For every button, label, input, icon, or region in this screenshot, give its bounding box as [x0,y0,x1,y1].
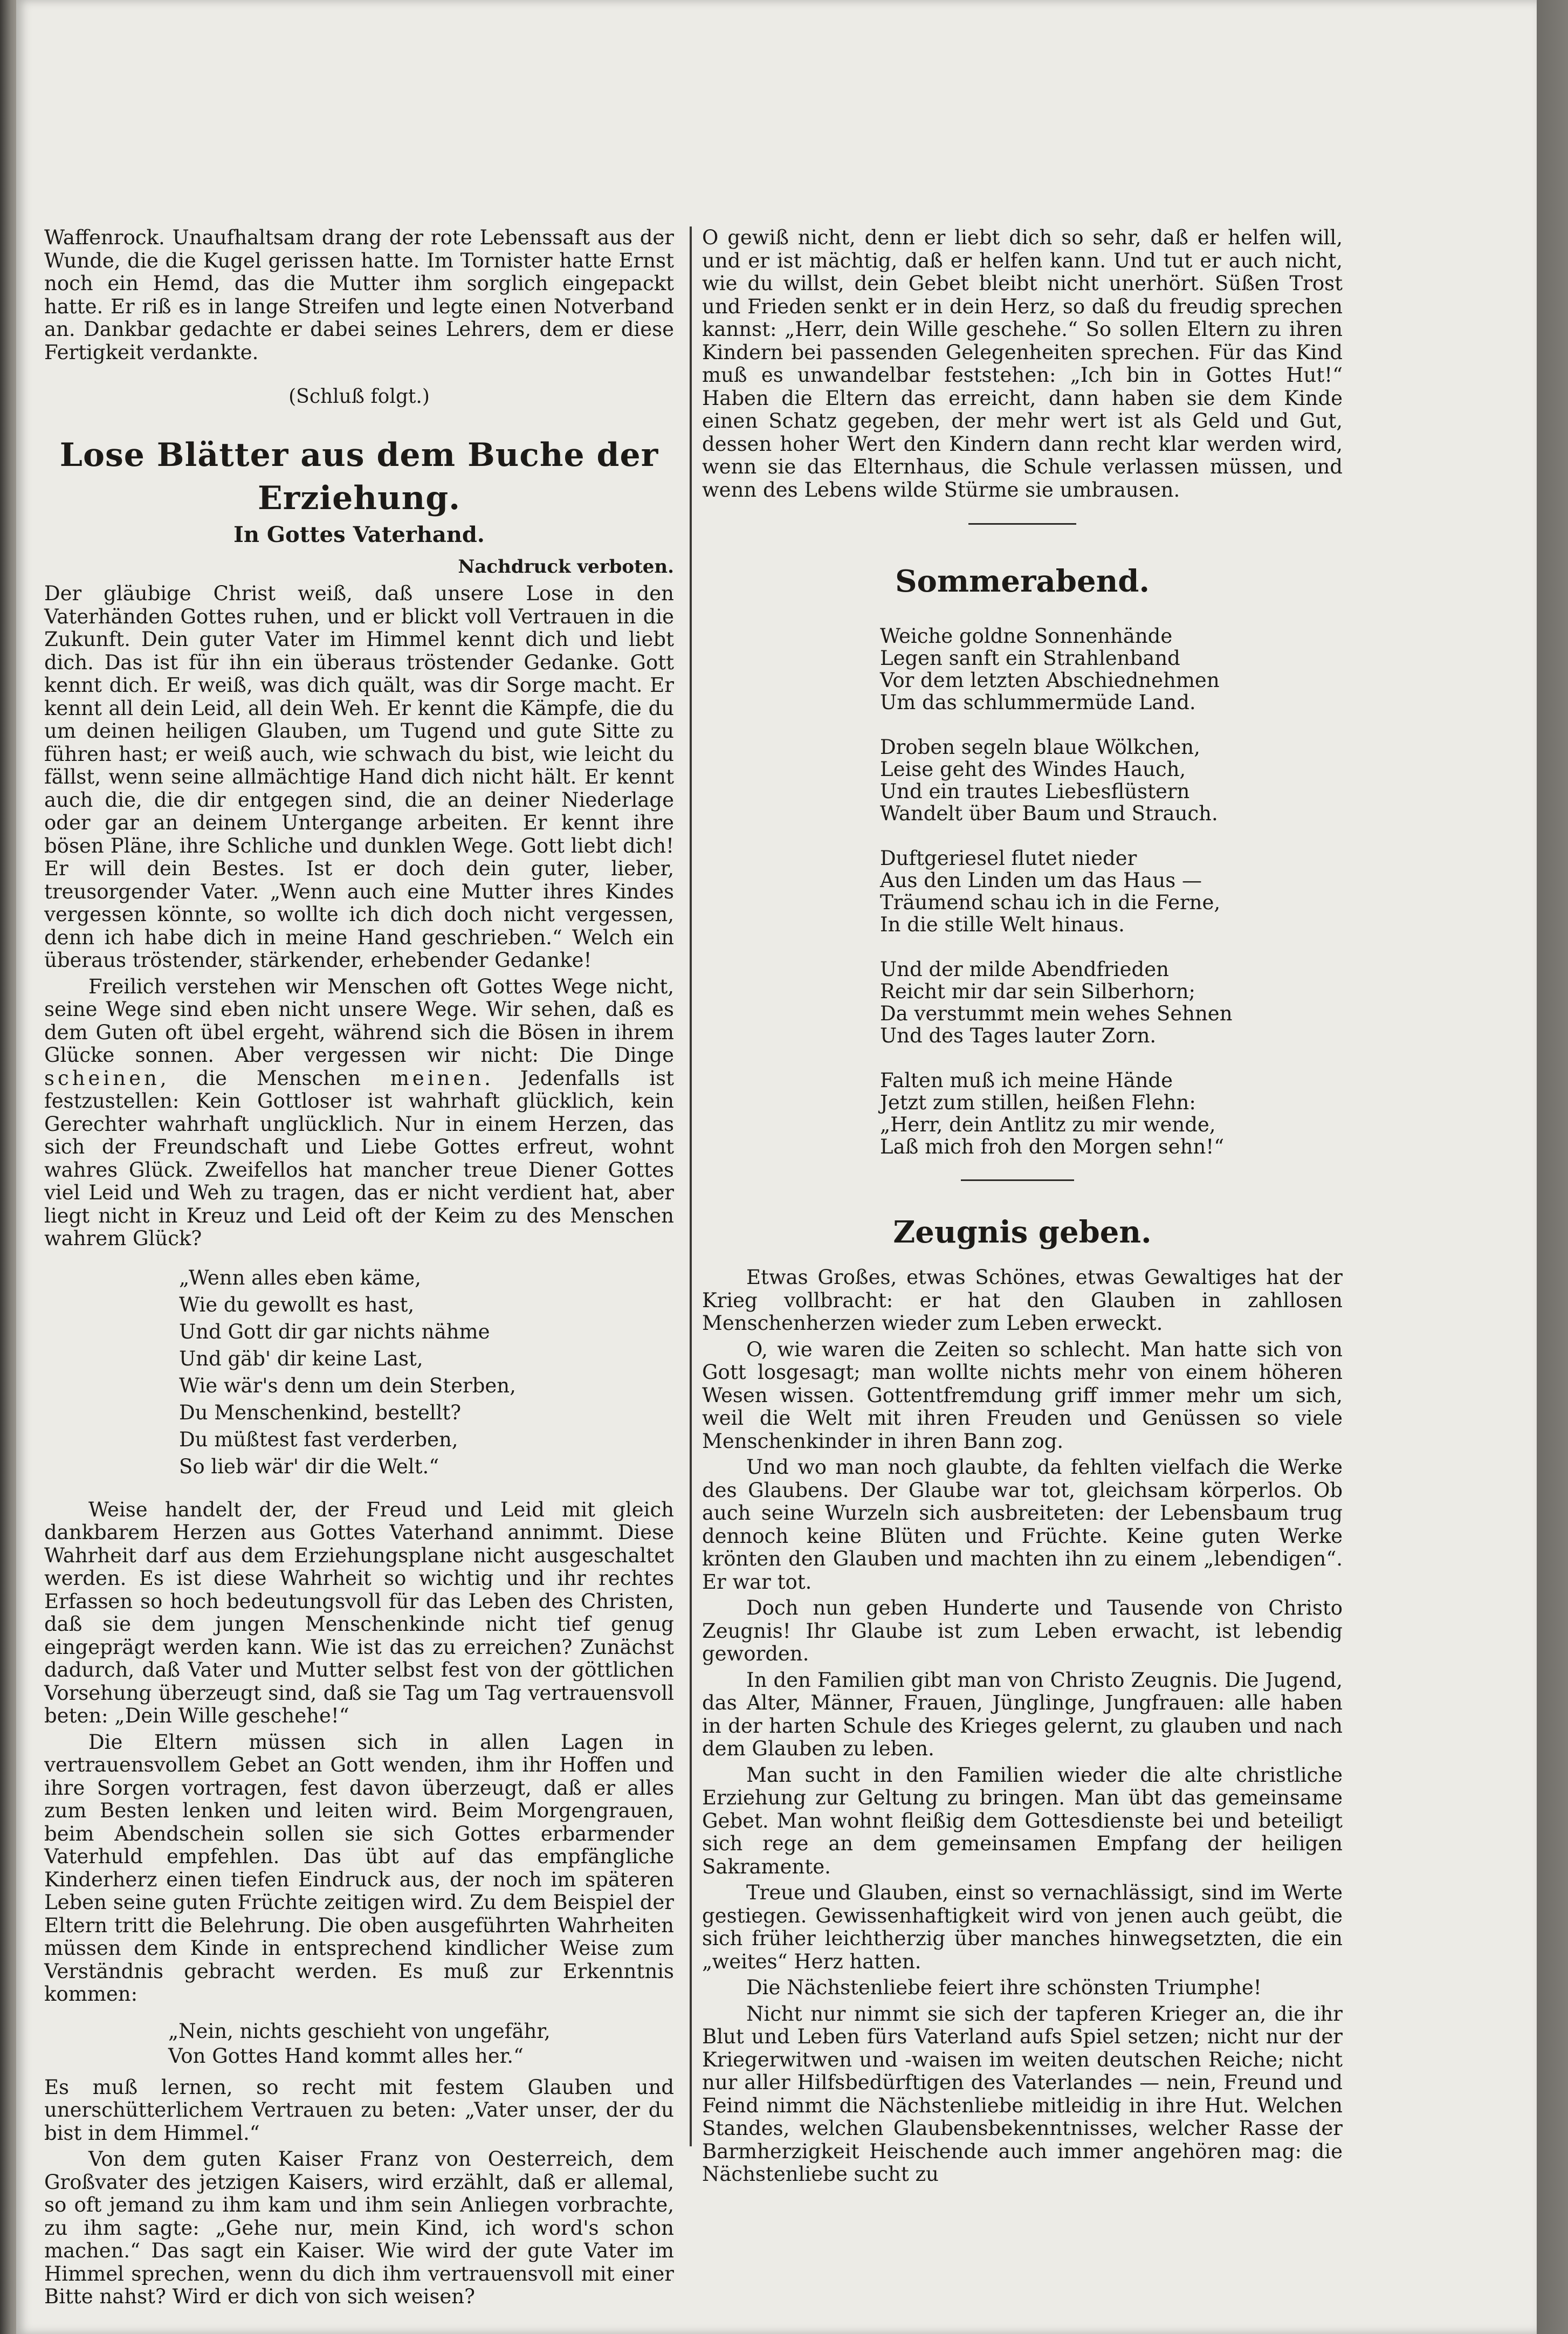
poem-line: Und ein trautes Liebesflüstern [880,780,1190,803]
poem-line: Droben segeln blaue Wölkchen, [880,736,1200,759]
paragraph: O, wie waren die Zeiten so schlecht. Man hatte sich von Gott losgesagt; man wollte nichts mehr von einem höheren Wesen wissen. Gottentfremdung griff immer mehr um sich, weil die Welt mit ihren Freuden und Genüssen so viele Menschenkinder in ihren Bann zog. [702,1337,1343,1453]
paragraph: Von dem guten Kaiser Franz von Oesterreich, dem Großvater des jetzigen Kaisers, wird erzählt, daß er allemal, so oft jemand zu ihm kam und ihm sein Anliegen vorbrachte, zu ihm sagte: „Gehe nur, mein Kind, ich word's schon machen.“ Das sagt ein Kaiser. Wie wird der gute Vater im Himmel sprechen, wenn du dich ihm vertrauensvoll mit einer Bitte nahst? Wird er dich von sich weisen? [44,2147,674,2308]
poem-line: Legen sanft ein Strahlenband [880,647,1180,670]
verse-line: Und gäb' dir keine Last, [179,1347,423,1370]
verse-line: „Wenn alles eben käme, [179,1266,421,1289]
poem-line: Aus den Linden um das Haus — [880,869,1202,892]
poem-stanza [880,736,1343,825]
article-subtitle: In Gottes Vaterhand. [233,521,485,547]
paragraph: Weise handelt der, der Freud und Leid mit gleich dankbarem Herzen aus Gottes Vaterhand annimmt. Diese Wahrheit darf aus dem Erziehungsplane nicht ausgeschaltet werden. Es ist diese Wahrheit so wichtig und ihr rechtes Erfassen so hoch bedeutungsvoll für das Leben des Christen, daß sie dem jungen Menschenkinde nicht tief genug eingeprägt werden kann. Wie ist das zu erreichen? Zunächst dadurch, daß Vater und Mutter selbst fest von der göttlichen Vorsehung überzeugt sind, daß sie Tag um Tag vertrauensvoll beten: „Dein Wille geschehe!“ [44,1498,674,1727]
verse-quote [179,1265,674,1480]
paragraph: Und wo man noch glaubte, da fehlten vielfach die Werke des Glaubens. Der Glaube war tot, gleichsam körperlos. Ob auch seine Wurzeln sich ausbreiteten: der Lebensbaum trug dennoch keine Blüten und Früchte. Keine guten Werke krönten den Glauben und machten ihn zu einem „lebendigen“. Er war tot. [702,1456,1343,1594]
article-title: Lose Blätter aus dem Buche der Erziehung. [59,436,659,517]
verse-line: Du Menschenkind, bestellt? [179,1401,462,1424]
paragraph: Die Eltern müssen sich in allen Lagen in vertrauensvollem Gebet an Gott wenden, ihm ihr Hoffen und ihre Sorgen vortragen, fest davon überzeugt, daß er alles zum Besten lenken und leiten wird. Beim Morgengrauen, beim Abendschein sollen sie sich Gottes erbarmender Vaterhuld empfehlen. Das übt auf das empfängliche Kinderherz einen tiefen Eindruck aus, der noch im späteren Leben seine guten Früchte zeitigen wird. Zu dem Beispiel der Eltern tritt die Belehrung. Die oben ausgeführten Wahrheiten müssen dem Kinde in entsprechend kindlicher Weise zum Verständnis gebracht werden. Es muß zur Erkenntnis kommen: [44,1730,674,2006]
paragraph: Die Nächstenliebe feiert ihre schönsten Triumphe! [746,1976,1262,1999]
verse-line: Von Gottes Hand kommt alles her.“ [168,2044,524,2068]
poem-line: Träumend schau ich in die Ferne, [880,891,1221,914]
verse-line: Und Gott dir gar nichts nähme [179,1320,490,1343]
emphasis: meinen [390,1066,485,1090]
poem-stanza [880,847,1343,936]
section-separator [968,523,1076,525]
poem-title: Sommerabend. [895,564,1150,599]
poem-line: Und der milde Abendfrieden [880,958,1169,981]
poem-line: Weiche goldne Sonnenhände [880,624,1173,648]
poem-line: „Herr, dein Antlitz zu mir wende, [880,1113,1216,1136]
scan-edge [0,0,18,2334]
poem-line: Und des Tages lauter Zorn. [880,1024,1157,1047]
verse-line: So lieb wär' dir die Welt.“ [179,1454,439,1478]
left-column [44,226,674,2309]
paragraph: Nicht nur nimmt sie sich der tapferen Krieger an, die ihr Blut und Leben fürs Vaterland aufs Spiel setzen; nicht nur der Kriegerwitwen und -waisen im weiten deutschen Reiche; nicht nur aller Hilfsbedürftigen des Vaterlandes — nein, Freund und Feind nimmt die Nächstenliebe mitleidig in ihre Hut. Welchen Standes, welchen Glaubensbekenntnisses, welcher Rasse der Barmherzigkeit Heischende auch immer angehören mag: die Nächstenliebe sucht zu [702,2002,1343,2186]
column-divider [690,226,692,2146]
paragraph: Doch nun geben Hunderte und Tausende von Christo Zeugnis! Ihr Glaube ist zum Leben erwacht, ist lebendig geworden. [702,1596,1343,1665]
verse-line: Du müßtest fast verderben, [179,1427,458,1451]
poem-line: In die stille Welt hinaus. [880,913,1125,936]
paragraph: Freilich verstehen wir Menschen oft Gottes Wege nicht, seine Wege sind eben nicht unsere Wege. Wir sehen, daß es dem Guten oft übel ergeht, während sich die Bösen in ihrem Glücke sonnen. Aber vergessen wir nicht: Die Dinge scheinen, die Menschen meinen. Jedenfalls ist festzustellen: Kein Gottloser ist wahrhaft glücklich, kein Gerechter wahrhaft unglücklich. Nur in einem Herzen, das sich der Freundschaft und Liebe Gottes erfreut, wohnt wahres Glück. Zweifellos hat mancher treue Diener Gottes viel Leid und Weh zu tragen, das er nicht verdient hat, aber liegt nicht in Kreuz und Leid oft der Keim zu des Menschen wahrem Glück? [44,974,675,1250]
poem-line: Leise geht des Windes Hauch, [880,758,1186,781]
reprint-notice: Nachdruck verboten. [458,555,674,578]
verse-line: Wie wär's denn um dein Sterben, [179,1374,516,1397]
poem-line: Um das schlummermüde Land. [880,691,1196,714]
poem-line: Da verstummt mein wehes Sehnen [880,1002,1233,1025]
verse-line: „Nein, nichts geschieht von ungefähr, [168,2019,551,2043]
emphasis: scheinen [44,1066,160,1090]
poem-line: Jetzt zum stillen, heißen Flehn: [880,1091,1196,1114]
article-title: Zeugnis geben. [893,1214,1152,1250]
paragraph: Man sucht in den Familien wieder die alte christliche Erziehung zur Geltung zu bringen. Man übt das gemeinsame Gebet. Man wohnt fleißig dem Gottesdienste bei und beteiligt sich rege an dem gemeinsamen Empfang der heiligen Sakramente. [702,1763,1343,1878]
poem-line: Reicht mir dar sein Silberhorn; [880,980,1196,1003]
paragraph: In den Familien gibt man von Christo Zeugnis. Die Jugend, das Alter, Männer, Frauen, Jünglinge, Jungfrauen: alle haben in der harten Schule des Krieges gelernt, zu glauben und nach dem Glauben zu leben. [702,1668,1343,1760]
paragraph: O gewiß nicht, denn er liebt dich so sehr, daß er helfen will, und er ist mächtig, daß er helfen kann. Und tut er auch nicht, wie du willst, dein Gebet bleibt nicht unerhört. Süßen Trost und Frieden senkt er in dein Herz, so daß du freudig sprechen kannst: „Herr, dein Wille geschehe.“ So sollen Eltern zu ihren Kindern bei passenden Gelegenheiten sprechen. Für das Kind muß es unwandelbar feststehen: „Ich bin in Gottes Hut!“ Haben die Eltern das erreicht, dann haben sie dem Kinde einen Schatz gegeben, der mehr wert ist als Geld und Gut, dessen hoher Wert den Kindern dann recht klar werden wird, wenn sie das Elternhaus, die Schule verlassen müssen, und wenn des Lebens wilde Stürme sie umbrausen. [702,226,1343,502]
paragraph: Der gläubige Christ weiß, daß unsere Lose in den Vaterhänden Gottes ruhen, und er blickt voll Vertrauen in die Zukunft. Dein guter Vater im Himmel kennt dich und liebt dich. Das ist für ihn ein überaus tröstender Gedanke. Gott kennt dich. Er weiß, was dich quält, was dir Sorge macht. Er kennt all dein Leid, all dein Weh. Er kennt die Kämpfe, die du um deinen heiligen Glauben, um Tugend und gute Sitte zu führen hast; er weiß auch, wie schwach du bist, wie leicht du fällst, wenn seine allmächtige Hand dich nicht hält. Er kennt auch die, die dir entgegen sind, die an deiner Niederlage oder gar an deinem Untergange arbeiten. Er kennt ihre bösen Pläne, ihre Schliche und dunklen Wege. Gott liebt dich! Er will dein Bestes. Ist er doch dein guter, lieber, treusorgender Vater. „Wenn auch eine Mutter ihres Kindes vergessen könnte, so wollte ich dich doch nicht vergessen, denn ich habe dich in meine Hand geschrieben.“ Welch ein überaus tröstender, stärkender, erhebender Gedanke! [44,582,674,972]
section-separator [961,1179,1074,1181]
paragraph: Etwas Großes, etwas Schönes, etwas Gewaltiges hat der Krieg vollbracht: er hat den Glauben in zahllosen Menschenherzen wieder zum Leben erweckt. [702,1266,1343,1335]
poem-stanza [880,958,1343,1047]
poem [880,625,1343,1158]
story-ending-text: Waffenrock. Unaufhaltsam drang der rote Lebenssaft aus der Wunde, die die Kugel gerissen hatte. Im Tornister hatte Ernst noch ein Hemd, das die Mutter ihm sorglich eingepackt hatte. Er riß es in lange Streifen und legte einen Notverband an. Dankbar gedachte er dabei seines Lehrers, dem er diese Fertigkeit verdankte. [44,226,674,364]
paragraph: Es muß lernen, so recht mit festem Glauben und unerschütterlichem Vertrauen zu beten: „Vater unser, der du bist in dem Himmel.“ [44,2075,674,2145]
poem-line: Duftgeriesel flutet nieder [880,847,1137,870]
paragraph: Treue und Glauben, einst so vernachlässigt, sind im Werte gestiegen. Gewissenhaftigkeit wird von jenen auch geübt, die sich früher leichtherzig über manches hinwegsetzten, die ein „weites“ Herz hatten. [702,1881,1343,1973]
continued-note: (Schluß folgt.) [288,386,430,408]
poem-line: Laß mich froh den Morgen sehn!“ [880,1135,1225,1158]
verse-quote [168,2019,674,2069]
poem-stanza [880,625,1343,713]
verse-line: Wie du gewollt es hast, [179,1293,415,1316]
poem-line: Wandelt über Baum und Strauch. [880,802,1218,825]
poem-line: Falten muß ich meine Hände [880,1069,1173,1092]
scan-right-margin [1537,0,1568,2334]
poem-stanza [880,1069,1343,1158]
poem-line: Vor dem letzten Abschiednehmen [880,669,1220,692]
right-column [702,226,1343,2186]
